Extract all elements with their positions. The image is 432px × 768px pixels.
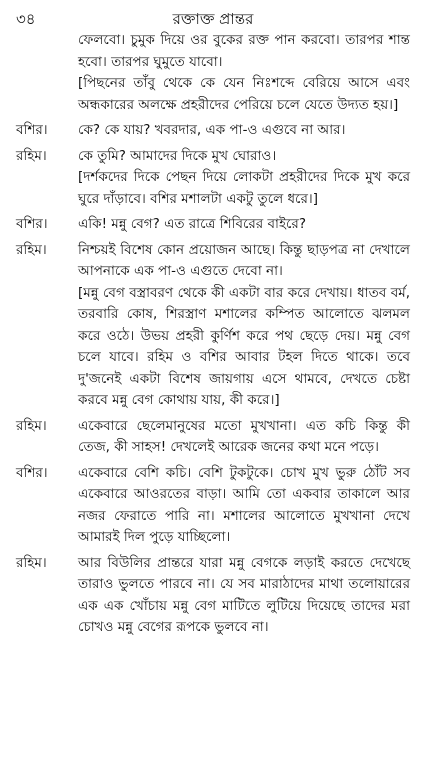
dialogue-text: ফেলবো। চুমুক দিয়ে ওর বুকের রক্ত পান করবো। তারপর শান্ত হবো। তারপর ঘুমুতে যাবো।: [78, 32, 410, 70]
stage-direction: [পিছনের তাঁবু থেকে কে যেন নিঃশব্দে বেরিয়ে আসে এবং অন্ধকারের অলক্ষে প্রহরীদের পেরিয়ে চলে যেতে উদ্যত হয়।]: [78, 75, 410, 113]
dialogue-block: [16, 553, 410, 639]
dialogue-block: [16, 120, 410, 142]
dialogue-block: [16, 30, 410, 116]
running-title: রক্তাক্ত প্রান্তর: [172, 10, 254, 28]
dialogue-text: কে তুমি? আমাদের দিকে মুখ ঘোরাও।: [78, 147, 277, 164]
dialogue-block: [16, 240, 410, 412]
dialogue-block: [16, 214, 410, 236]
speaker-label: বশির।: [16, 464, 48, 481]
dialogue-block: [16, 416, 410, 459]
stage-direction: [দর্শকদের দিকে পেছন দিয়ে লোকটা প্রহরীদের দিকে মুখ করে ঘুরে দাঁড়াবে। বশির মশালটা একটু তুলে ধরে।]: [78, 169, 410, 207]
speaker-label: রহিম।: [16, 241, 47, 258]
speaker-label: রহিম।: [16, 417, 47, 434]
dialogue-block: [16, 463, 410, 549]
page-header: [16, 4, 410, 30]
stage-direction: [মন্নু বেগ বস্ত্রাবরণ থেকে কী একটা বার করে দেখায়। ধাতব বর্ম, তরবারি কোষ, শিরস্ত্রাণ মশালের কম্পিত আলোতে ঝলমল করে ওঠে। উভয় প্রহরী কুর্ণিশ করে পথ ছেড়ে দেয়। মন্নু বেগ চলে যাবে। রহিম ও বশির আবার টহল দিতে থাকে। তবে দু'জনেই একটা বিশেষ জায়গায় এসে থামবে, দেখতে চেষ্টা করবে মন্নু বেগ কোথায় যায়, কী করে।]: [78, 284, 410, 408]
page-number: ৩৪: [16, 10, 36, 28]
speaker-label: [16, 30, 78, 116]
dialogue-text: একেবারে ছেলেমানুষের মতো মুখখানা। এত কচি কিন্তু কী তেজ, কী সাহস! দেখলেই আরেক জনের কথা মনে পড়ে।: [78, 417, 410, 455]
speaker-label: রহিম।: [16, 147, 47, 164]
speaker-label: বশির।: [16, 122, 48, 138]
dialogue-text: নিশ্চয়ই বিশেষ কোন প্রয়োজন আছে। কিন্তু ছাড়পত্র না দেখালে আপনাকে এক পা-ও এগুতে দেবো না।: [78, 241, 410, 279]
speaker-label: বশির।: [16, 216, 48, 232]
dialogue-text: একেবারে বেশি কচি। বেশি টুকটুকে। চোখ মুখ ভুরু ঠোঁট সব একেবারে আওরতের বাড়া। আমি তো একবার তাকালে আর নজর ফেরাতে পারি না। মশালের আলোতে মুখখানা দেখে আমারই দিল পুড়ে যাচ্ছিলো।: [78, 464, 410, 545]
speaker-label: রহিম।: [16, 554, 47, 571]
dialogue-block: [16, 146, 410, 211]
dialogue-text: একি! মন্নু বেগ? এত রাত্রে শিবিরের বাইরে?: [78, 216, 306, 232]
dialogue-text: আর বিউলির প্রান্তরে যারা মন্নু বেগকে লড়াই করতে দেখেছে তারাও ভুলতে পারবে না। যে সব মারাঠাদের মাথা তলোয়ারের এক এক খোঁচায় মন্নু বেগ মাটিতে লুটিয়ে দিয়েছে তাদের মরা চোখও মন্নু বেগের রূপকে ভুলবে না।: [78, 554, 410, 635]
dialogue-text: কে? কে যায়? খবরদার, এক পা-ও এগুবে না আর।: [78, 122, 346, 138]
